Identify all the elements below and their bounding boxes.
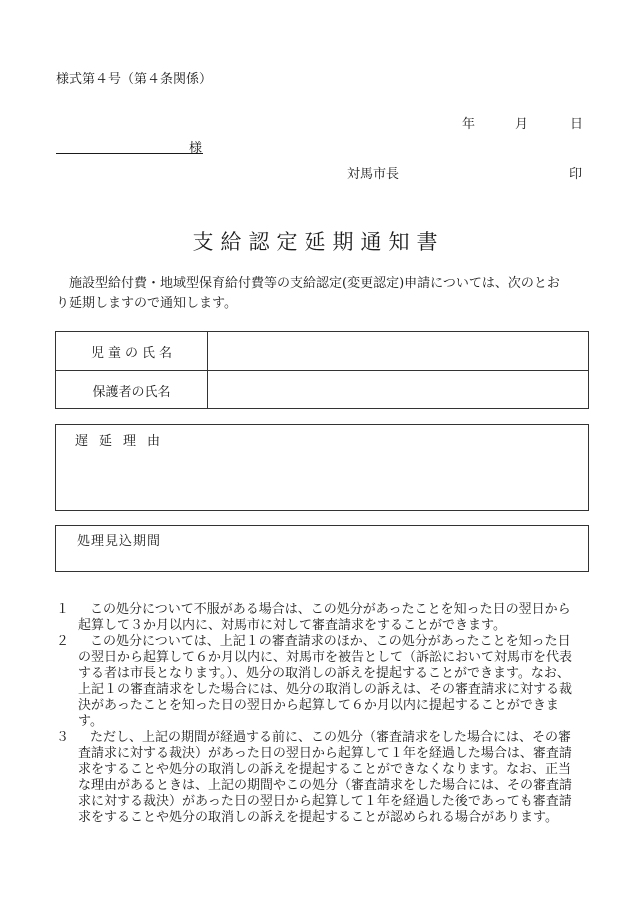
note-line: 求をすることや処分の取消しの訴えを提起することが認められる場合があります。 [78, 810, 558, 825]
applicant-info-table [55, 331, 589, 409]
note-line: す。 [78, 714, 103, 729]
note-line: この処分について不服がある場合は、この処分があったことを知った日の翌日から [90, 602, 571, 617]
intro-line: 施設型給付費・地域型保育給付費等の支給認定(変更認定)申請については、次のとお [69, 276, 560, 291]
note-line: 求に対する裁決）があった日の翌日から起算して１年を経過した後であっても審査請 [78, 794, 572, 809]
note-number: ３ [56, 730, 70, 745]
recipient-honorific: 様 [189, 141, 203, 156]
processing-period-box[interactable] [55, 525, 589, 572]
note-line: の翌日から起算して６か月以内に、対馬市を被告として（訴訟において対馬市を代表 [78, 650, 573, 665]
processing-period-label: 処理見込期間 [77, 534, 162, 549]
note-number: ２ [56, 634, 70, 649]
note-number: １ [56, 602, 70, 617]
date-month-label: 月 [515, 117, 529, 132]
notes-section [56, 602, 586, 826]
guardian-name-field[interactable] [208, 371, 588, 409]
child-name-row [56, 332, 588, 371]
intro-line: り延期しますので通知します。 [56, 296, 237, 311]
note-line: な理由があるときは、上記の期間やこの処分（審査請求をした場合には、その審査請 [78, 778, 573, 793]
note-item [56, 730, 586, 826]
note-line: 求をすることや処分の取消しの訴えを提起することができなくなります。なお、正当 [78, 762, 571, 777]
note-line: ただし、上記の期間が経過する前に、この処分（審査請求をした場合には、その審 [90, 730, 572, 745]
note-line: この処分については、上記１の審査請求のほか、この処分があったことを知った日 [90, 634, 571, 649]
seal-mark: 印 [569, 167, 583, 182]
document-title: 支給認定延期通知書 [192, 230, 445, 254]
delay-reason-box[interactable] [55, 424, 589, 511]
note-line: 上記１の審査請求をした場合には、処分の取消しの訴えは、その審査請求に対する裁 [78, 682, 573, 697]
note-line: 査請求に対する裁決）があった日の翌日から起算して１年を経過した場合は、審査請 [78, 746, 572, 761]
intro-paragraph [56, 274, 586, 314]
note-item [56, 602, 586, 634]
child-name-label: 児童の氏名 [56, 332, 208, 370]
note-line: 決があったことを知った日の翌日から起算して６か月以内に提起することができま [78, 698, 559, 713]
date-day-label: 日 [570, 117, 584, 132]
delay-reason-label: 遅延理由 [75, 434, 172, 449]
note-line: する者は市長となります。）、処分の取消しの訴えを提起することができます。なお、 [78, 666, 570, 681]
note-item [56, 634, 586, 730]
recipient-name-line [56, 153, 203, 154]
guardian-name-row [56, 371, 588, 409]
date-year-label: 年 [462, 117, 476, 132]
guardian-name-label: 保護者の氏名 [56, 371, 208, 409]
note-line: 起算して３か月以内に、対馬市に対して審査請求をすることができます。 [78, 618, 506, 633]
form-number: 様式第４号（第４条関係） [56, 72, 213, 87]
child-name-field[interactable] [208, 332, 588, 370]
issuer-title: 対馬市長 [347, 167, 400, 182]
